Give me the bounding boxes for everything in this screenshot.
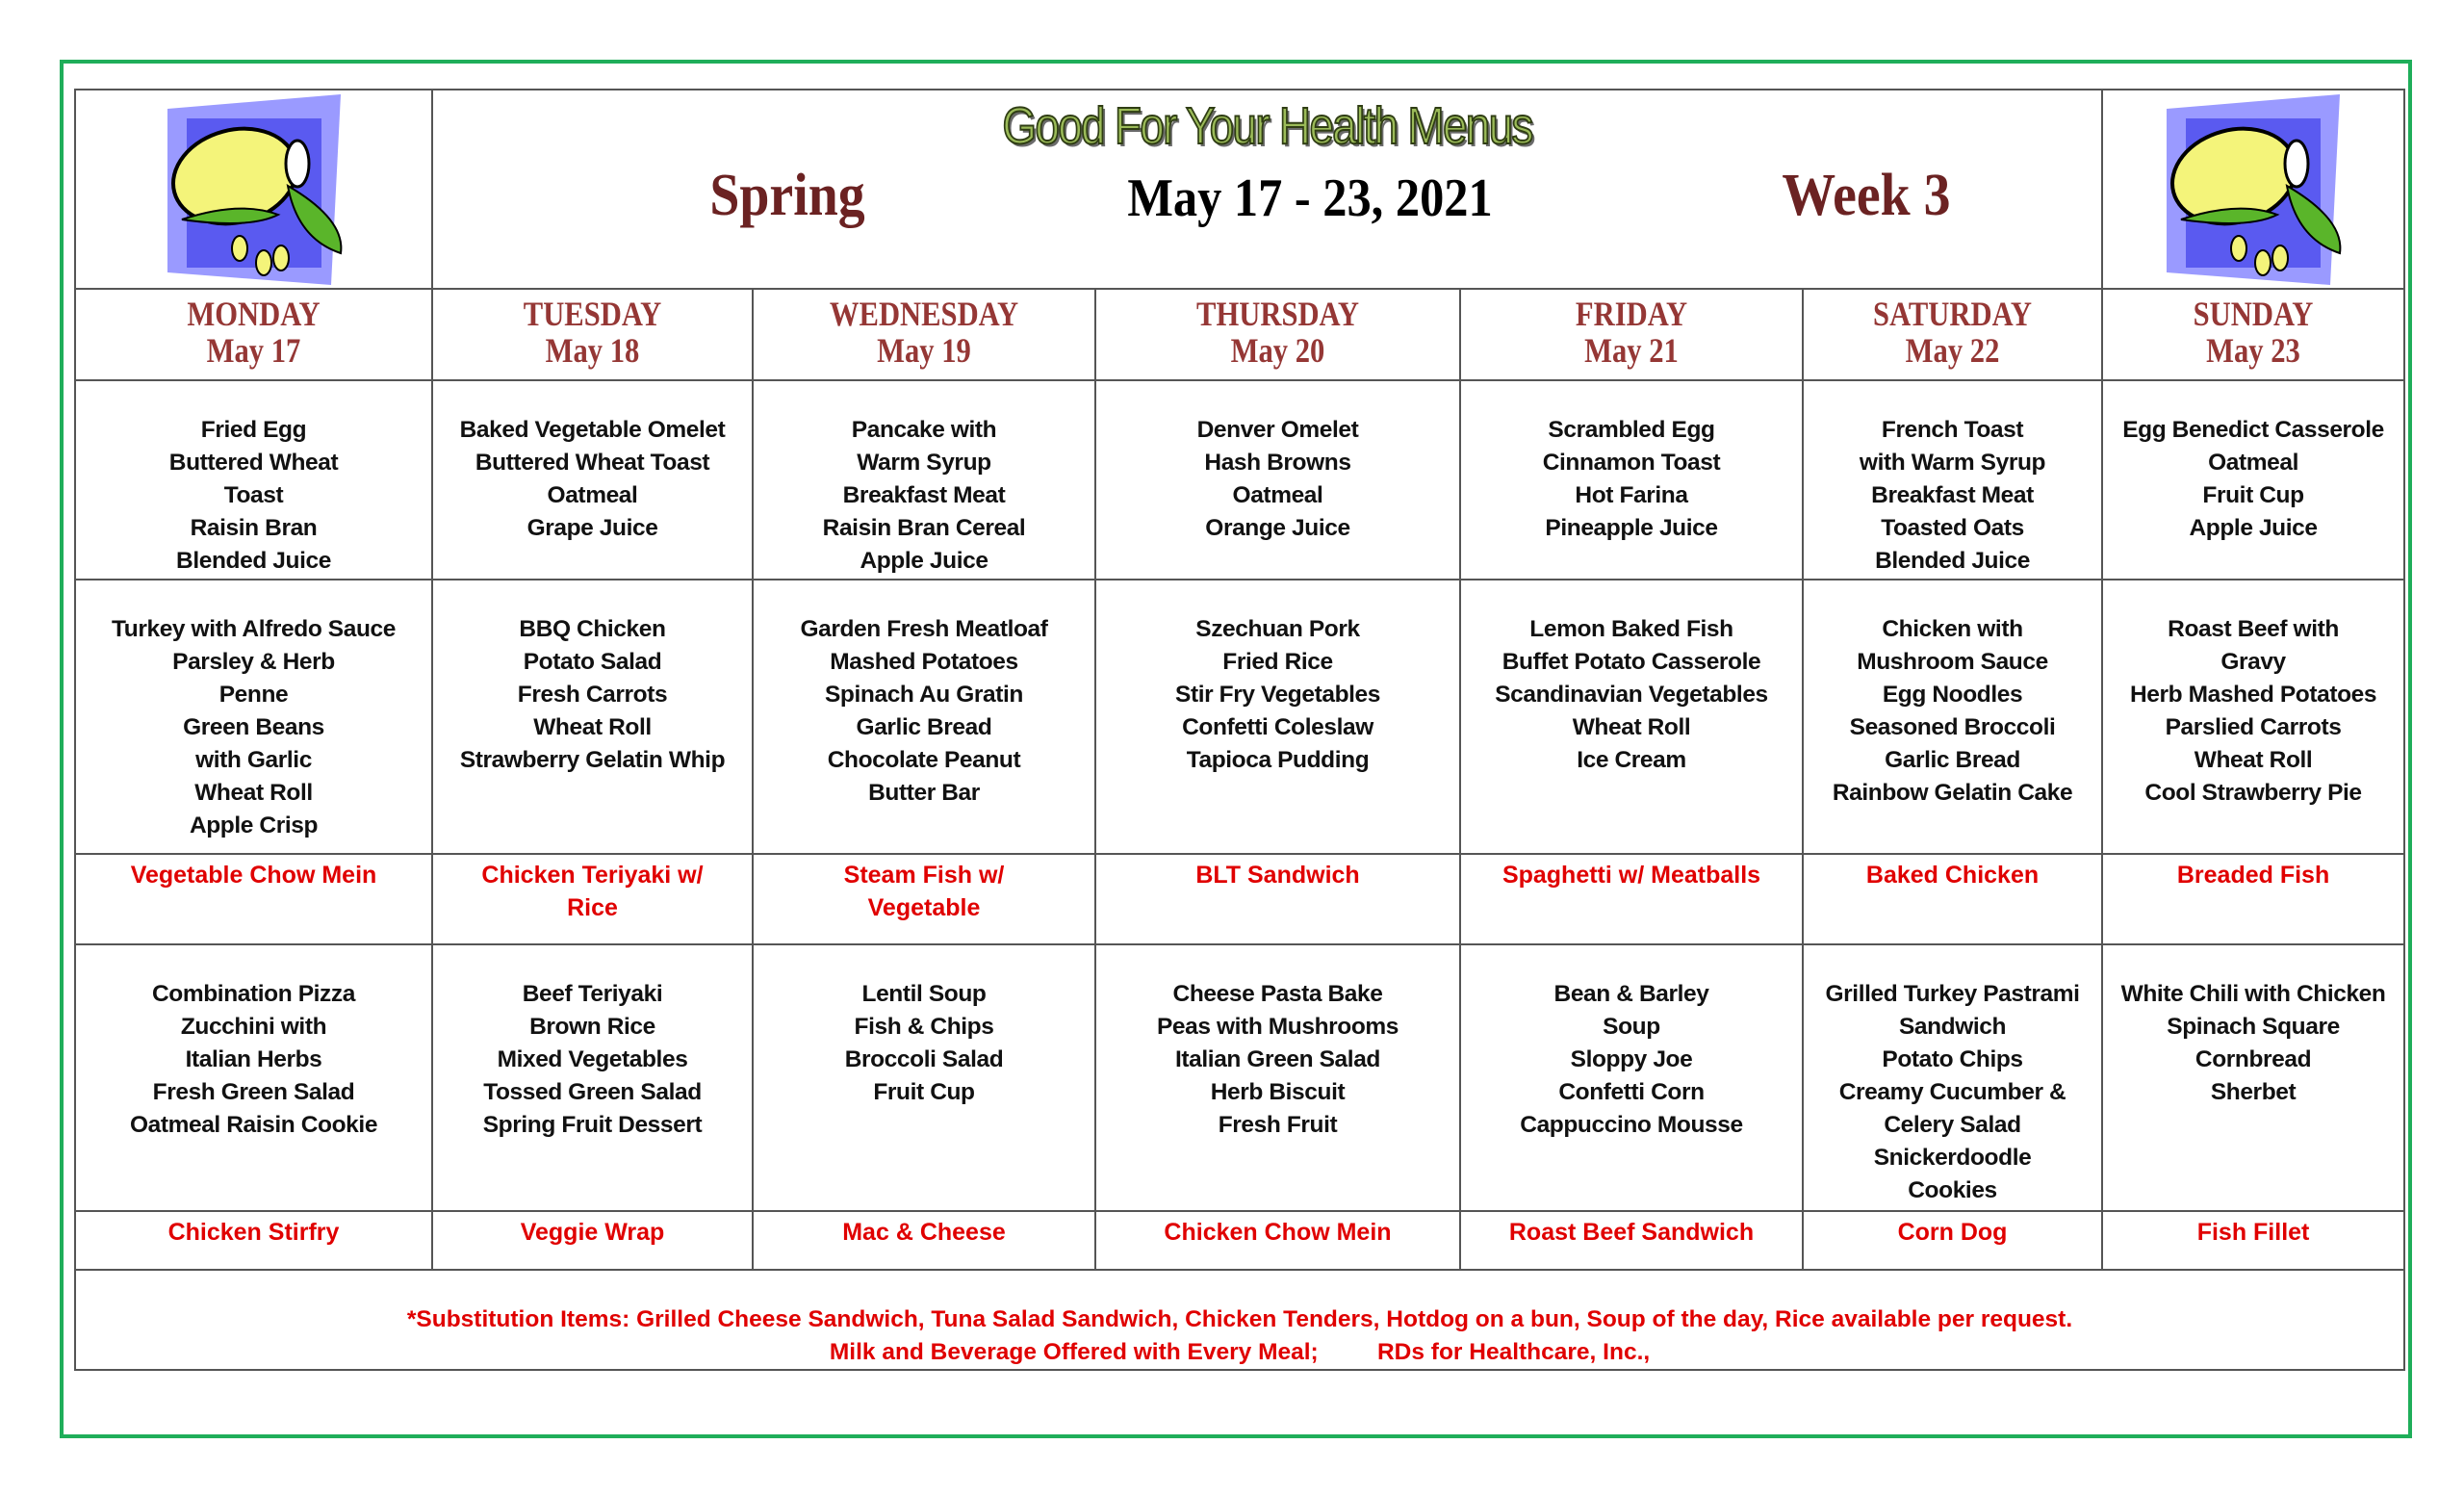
menu-item: Denver Omelet xyxy=(1196,417,1359,443)
breakfast-cell xyxy=(432,380,753,580)
menu-item: Wheat Roll xyxy=(194,780,313,806)
day-header xyxy=(1460,289,1803,380)
menu-item: Potato Salad xyxy=(523,649,662,675)
dinner-alternate-row xyxy=(75,1211,2404,1270)
breakfast-row xyxy=(75,380,2404,580)
corn-logo-icon xyxy=(143,94,365,287)
menu-item: Cornbread xyxy=(2194,1046,2312,1072)
menu-item: Pancake with xyxy=(851,417,997,443)
menu-item: Veggie Wrap xyxy=(520,1219,665,1246)
dinner-alt-cell xyxy=(432,1211,753,1270)
menu-item: Cappuccino Mousse xyxy=(1520,1112,1743,1138)
substitution-note: *Substitution Items: Grilled Cheese Sandwich, Tuna Salad Sandwich, Chicken Tenders, Hotdog on a bun, Soup of the day, Rice available per request. xyxy=(406,1306,2073,1332)
breakfast-cell xyxy=(1095,380,1460,580)
menu-item: Breakfast Meat xyxy=(1871,482,2034,508)
menu-item: Spinach Au Gratin xyxy=(824,682,1023,708)
menu-item: Steam Fish w/ xyxy=(843,862,1005,889)
dinner-alt-cell xyxy=(1095,1211,1460,1270)
dinner-cell xyxy=(432,944,753,1211)
footer-cell xyxy=(75,1270,2404,1370)
menu-item: Tapioca Pudding xyxy=(1186,747,1370,773)
menu-item: Egg Benedict Casserole xyxy=(2122,417,2384,443)
menu-item: Roast Beef Sandwich xyxy=(1508,1219,1755,1246)
day-date: May 20 xyxy=(1230,331,1325,370)
menu-item: Vegetable xyxy=(867,894,981,921)
week-label: Week 3 xyxy=(1782,163,1951,228)
menu-item: Italian Herbs xyxy=(185,1046,322,1072)
menu-item: Orange Juice xyxy=(1205,515,1350,541)
menu-item: Lemon Baked Fish xyxy=(1529,616,1733,642)
season-label: Spring xyxy=(709,163,865,228)
menu-item: Breaded Fish xyxy=(2176,862,2330,889)
menu-item: Spinach Square xyxy=(2167,1014,2340,1040)
day-date: May 17 xyxy=(206,331,301,370)
menu-item: with Garlic xyxy=(195,747,312,773)
menu-item: Fish Fillet xyxy=(2196,1219,2310,1246)
menu-item: Stir Fry Vegetables xyxy=(1175,682,1380,708)
dinner-cell xyxy=(1095,944,1460,1211)
day-date: May 18 xyxy=(545,331,640,370)
date-range: May 17 - 23, 2021 xyxy=(1127,168,1493,228)
menu-item: Chicken Teriyaki w/ xyxy=(481,862,704,889)
menu-item: Warm Syrup xyxy=(857,450,991,476)
menu-item: Pineapple Juice xyxy=(1545,515,1718,541)
menu-item: Mashed Potatoes xyxy=(830,649,1018,675)
menu-item: Sloppy Joe xyxy=(1570,1046,1693,1072)
day-header xyxy=(1803,289,2102,380)
dinner-alt-cell xyxy=(753,1211,1095,1270)
menu-item: Hash Browns xyxy=(1204,450,1351,476)
menu-item: Seasoned Broccoli xyxy=(1849,714,2056,740)
dinner-row xyxy=(75,944,2404,1211)
dinner-alt-cell xyxy=(1803,1211,2102,1270)
lunch-cell xyxy=(432,580,753,854)
menu-item: Rainbow Gelatin Cake xyxy=(1832,780,2073,806)
menu-item: Peas with Mushrooms xyxy=(1156,1014,1399,1040)
corn-logo-icon xyxy=(2143,94,2364,287)
menu-item: Garlic Bread xyxy=(856,714,992,740)
menu-item: Oatmeal Raisin Cookie xyxy=(129,1112,378,1138)
menu-item: Garlic Bread xyxy=(1885,747,2020,773)
menu-item: Baked Chicken xyxy=(1865,862,2040,889)
dinner-cell xyxy=(753,944,1095,1211)
menu-item: Zucchini with xyxy=(180,1014,327,1040)
menu-item: Combination Pizza xyxy=(152,981,355,1007)
menu-item: Grape Juice xyxy=(526,515,658,541)
lunch-row xyxy=(75,580,2404,854)
title-cell xyxy=(432,90,2102,289)
menu-item: Fruit Cup xyxy=(873,1079,975,1105)
menu-item: Roast Beef with xyxy=(2168,616,2339,642)
menu-item: Beef Teriyaki xyxy=(522,981,663,1007)
menu-item: Brown Rice xyxy=(529,1014,655,1040)
menu-item: Sherbet xyxy=(2210,1079,2297,1105)
beverage-note: Milk and Beverage Offered with Every Meal; RDs for Healthcare, Inc., xyxy=(829,1339,1651,1365)
menu-item: Herb Biscuit xyxy=(1210,1079,1346,1105)
menu-item: Fresh Green Salad xyxy=(152,1079,355,1105)
day-header xyxy=(1095,289,1460,380)
day-header xyxy=(432,289,753,380)
dinner-alt-cell xyxy=(1460,1211,1803,1270)
menu-item: Parslied Carrots xyxy=(2165,714,2342,740)
lunch-cell xyxy=(753,580,1095,854)
menu-item: Grilled Turkey Pastrami xyxy=(1825,981,2080,1007)
day-name: THURSDAY xyxy=(1196,295,1359,333)
day-name: FRIDAY xyxy=(1575,295,1688,333)
menu-item: Cheese Pasta Bake xyxy=(1172,981,1383,1007)
menu-item: BBQ Chicken xyxy=(519,616,666,642)
day-header xyxy=(2102,289,2404,380)
menu-item: Chocolate Peanut xyxy=(827,747,1021,773)
lunch-cell xyxy=(1803,580,2102,854)
menu-item: Fresh Fruit xyxy=(1218,1112,1338,1138)
menu-item: Fruit Cup xyxy=(2202,482,2304,508)
menu-item: Potato Chips xyxy=(1882,1046,2023,1072)
menu-item: Green Beans xyxy=(183,714,324,740)
day-name: MONDAY xyxy=(187,295,321,333)
menu-item: Cookies xyxy=(1908,1177,1997,1203)
day-name: WEDNESDAY xyxy=(829,295,1019,333)
dinner-cell xyxy=(1460,944,1803,1211)
header-row xyxy=(75,90,2404,289)
menu-item: Gravy xyxy=(2220,649,2286,675)
lunch-alt-cell xyxy=(2102,854,2404,944)
menu-item: Butter Bar xyxy=(868,780,980,806)
menu-item: Lentil Soup xyxy=(861,981,987,1007)
menu-item: Blended Juice xyxy=(1875,548,2030,574)
menu-item: Herb Mashed Potatoes xyxy=(2129,682,2377,708)
menu-item: White Chili with Chicken xyxy=(2120,981,2386,1007)
day-header xyxy=(75,289,432,380)
logo-cell-right xyxy=(2102,90,2404,289)
menu-item: Chicken with xyxy=(1882,616,2023,642)
menu-item: Fish & Chips xyxy=(854,1014,994,1040)
menu-item: Broccoli Salad xyxy=(844,1046,1004,1072)
day-header-row xyxy=(75,289,2404,380)
menu-item: Confetti Corn xyxy=(1558,1079,1705,1105)
day-date: May 23 xyxy=(2206,331,2300,370)
menu-item: Buttered Wheat xyxy=(168,450,339,476)
lunch-cell xyxy=(2102,580,2404,854)
day-name: SUNDAY xyxy=(2193,295,2314,333)
menu-item: Bean & Barley xyxy=(1553,981,1709,1007)
dinner-alt-cell xyxy=(2102,1211,2404,1270)
menu-item: Chicken Chow Mein xyxy=(1164,1219,1392,1246)
menu-item: Buttered Wheat Toast xyxy=(475,450,710,476)
lunch-alt-cell xyxy=(1095,854,1460,944)
menu-item: Breakfast Meat xyxy=(842,482,1006,508)
footer-row xyxy=(75,1270,2404,1370)
menu-item: Mac & Cheese xyxy=(842,1219,1006,1246)
menu-item: Toast xyxy=(223,482,284,508)
menu-item: Parsley & Herb xyxy=(172,649,335,675)
menu-item: Buffet Potato Casserole xyxy=(1502,649,1761,675)
menu-item: Tossed Green Salad xyxy=(483,1079,702,1105)
breakfast-cell xyxy=(75,380,432,580)
menu-item: Wheat Roll xyxy=(1572,714,1691,740)
menu-item: Mixed Vegetables xyxy=(497,1046,688,1072)
menu-item: Sandwich xyxy=(1898,1014,2007,1040)
menu-item: Snickerdoodle xyxy=(1873,1145,2032,1171)
lunch-alt-cell xyxy=(1803,854,2102,944)
menu-item: Scrambled Egg xyxy=(1548,417,1715,443)
menu-item: Chicken Stirfry xyxy=(167,1219,340,1246)
menu-item: with Warm Syrup xyxy=(1859,450,2046,476)
dinner-cell xyxy=(1803,944,2102,1211)
menu-item: French Toast xyxy=(1881,417,2024,443)
menu-item: Ice Cream xyxy=(1577,747,1686,773)
breakfast-cell xyxy=(1803,380,2102,580)
menu-item: Garden Fresh Meatloaf xyxy=(800,616,1048,642)
menu-item: Soup xyxy=(1603,1014,1660,1040)
day-name: TUESDAY xyxy=(523,295,662,333)
menu-item: Baked Vegetable Omelet xyxy=(459,417,726,443)
lunch-cell xyxy=(1095,580,1460,854)
menu-item: Fried Egg xyxy=(200,417,307,443)
menu-item: Raisin Bran Cereal xyxy=(822,515,1026,541)
menu-item: Apple Juice xyxy=(860,548,988,574)
day-header xyxy=(753,289,1095,380)
menu-item: Blended Juice xyxy=(176,548,331,574)
menu-item: Strawberry Gelatin Whip xyxy=(459,747,726,773)
day-date: May 19 xyxy=(877,331,971,370)
menu-item: Celery Salad xyxy=(1884,1112,2021,1138)
menu-item: Apple Juice xyxy=(2189,515,2318,541)
menu-item: Rice xyxy=(567,894,618,921)
logo-cell-left xyxy=(75,90,432,289)
lunch-alt-cell xyxy=(1460,854,1803,944)
lunch-cell xyxy=(1460,580,1803,854)
menu-item: Toasted Oats xyxy=(1881,515,2024,541)
menu-item: Apple Crisp xyxy=(189,812,319,838)
page-title: Good For Your Health Menus xyxy=(1002,97,1532,155)
menu-item: Vegetable Chow Mein xyxy=(130,862,377,889)
dinner-cell xyxy=(75,944,432,1211)
menu-item: Cool Strawberry Pie xyxy=(2144,780,2362,806)
menu-item: Creamy Cucumber & xyxy=(1838,1079,2066,1105)
menu-item: Oatmeal xyxy=(1232,482,1323,508)
lunch-alt-cell xyxy=(432,854,753,944)
menu-item: Confetti Coleslaw xyxy=(1182,714,1373,740)
menu-item: Cinnamon Toast xyxy=(1542,450,1721,476)
lunch-cell xyxy=(75,580,432,854)
menu-item: BLT Sandwich xyxy=(1195,862,1360,889)
lunch-alt-cell xyxy=(75,854,432,944)
menu-item: Oatmeal xyxy=(2208,450,2298,476)
menu-item: Penne xyxy=(218,682,289,708)
menu-item: Raisin Bran xyxy=(190,515,318,541)
breakfast-cell xyxy=(1460,380,1803,580)
menu-item: Szechuan Pork xyxy=(1195,616,1360,642)
menu-item: Spaghetti w/ Meatballs xyxy=(1502,862,1761,889)
lunch-alternate-row xyxy=(75,854,2404,944)
menu-item: Egg Noodles xyxy=(1882,682,2023,708)
day-date: May 21 xyxy=(1584,331,1679,370)
menu-item: Wheat Roll xyxy=(2194,747,2313,773)
menu-item: Wheat Roll xyxy=(533,714,652,740)
menu-item: Scandinavian Vegetables xyxy=(1495,682,1768,708)
breakfast-cell xyxy=(2102,380,2404,580)
menu-item: Fried Rice xyxy=(1222,649,1333,675)
menu-item: Hot Farina xyxy=(1575,482,1688,508)
breakfast-cell xyxy=(753,380,1095,580)
menu-item: Italian Green Salad xyxy=(1175,1046,1380,1072)
dinner-cell xyxy=(2102,944,2404,1211)
menu-item: Mushroom Sauce xyxy=(1857,649,2048,675)
day-name: SATURDAY xyxy=(1873,295,2032,333)
menu-item: Fresh Carrots xyxy=(517,682,668,708)
lunch-alt-cell xyxy=(753,854,1095,944)
day-date: May 22 xyxy=(1905,331,2000,370)
menu-item: Turkey with Alfredo Sauce xyxy=(112,616,396,642)
dinner-alt-cell xyxy=(75,1211,432,1270)
menu-item: Spring Fruit Dessert xyxy=(482,1112,703,1138)
menu-item: Oatmeal xyxy=(547,482,638,508)
menu-item: Corn Dog xyxy=(1897,1219,2008,1246)
menu-table xyxy=(74,89,2405,1371)
